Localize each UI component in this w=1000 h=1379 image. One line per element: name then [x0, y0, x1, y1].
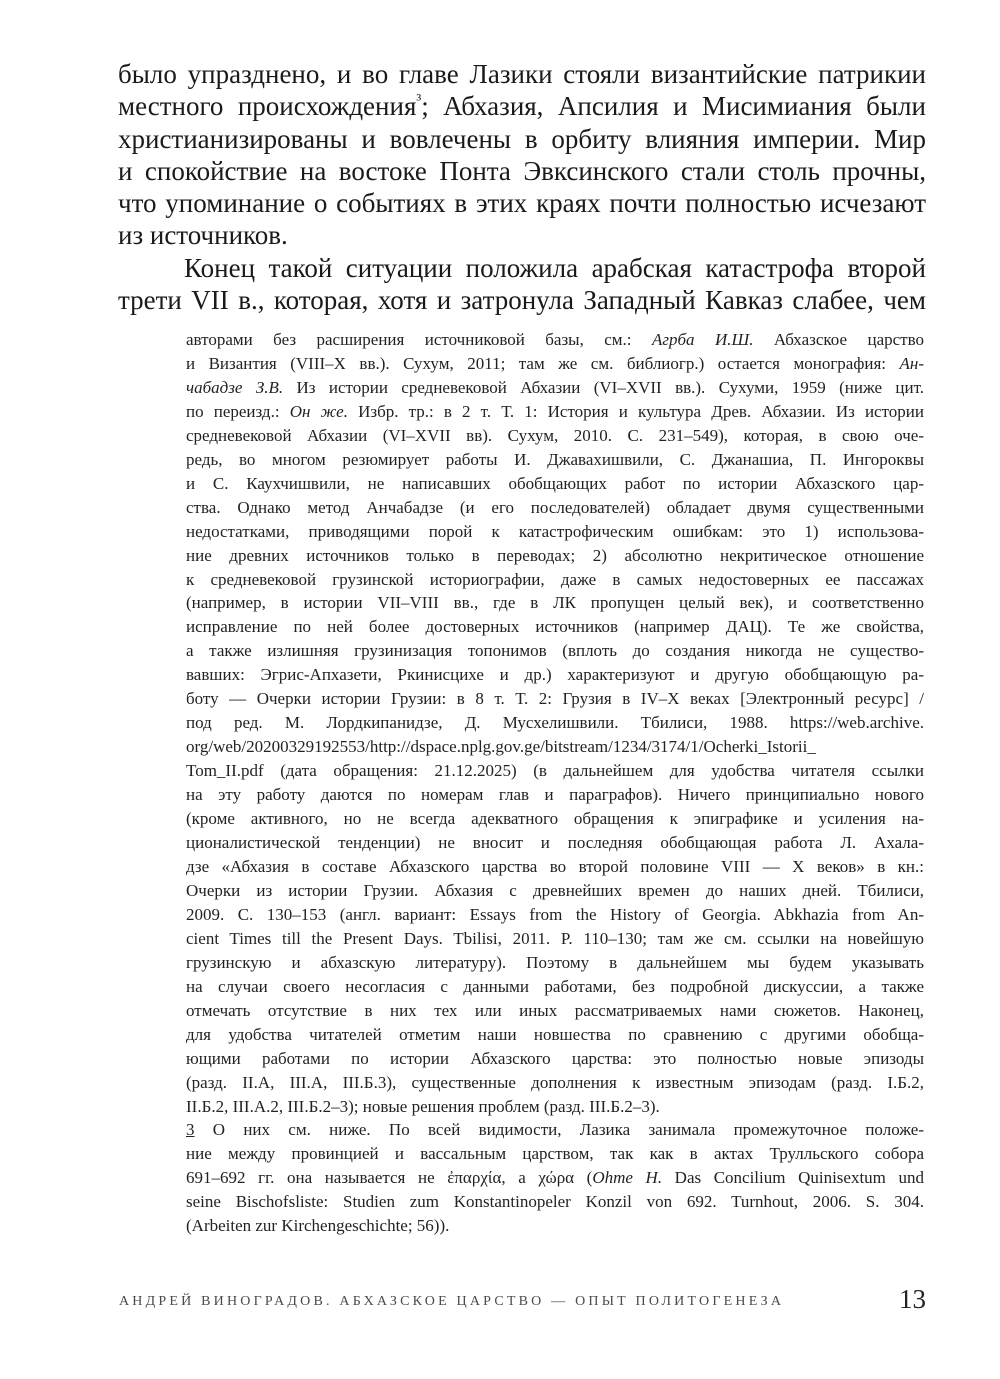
fn-line-30: для удобства читателей отметим наши новшества по сравнению с другими обобща-: [186, 1024, 924, 1044]
fn-line-34: [186, 1118, 924, 1142]
fn-on-zhe: Он же.: [289, 401, 348, 421]
main-line-8: трети VII в., которая, хотя и затронула Западный Кавказ слабее, чем: [118, 285, 926, 316]
fn-line-2a: и Византия (VIII–X вв.). Сухум, 2011; там же см. библиогр.) остается монография:: [186, 353, 900, 373]
fn-line-13: исправление по ней более достоверных источников (например ДАЦ). Те же свойства,: [186, 617, 924, 637]
fn-line-24: Очерки из истории Грузии. Абхазия с древнейших времен до наших дней. Тбилиси,: [186, 880, 924, 900]
fn-author-ohme: Ohme H.: [592, 1168, 663, 1188]
page-number: 13: [899, 1284, 926, 1314]
fn-line-25: 2009. С. 130–153 (англ. вариант: Essays from the History of Georgia. Abkhazia from An-: [186, 904, 924, 924]
main-text: [118, 58, 926, 316]
fn-line-36: [186, 1166, 924, 1190]
main-line-6: из источников.: [118, 220, 288, 251]
fn-line-7: и С. Каухчишвили, не написавших обобщающих работ по истории Абхазского цар-: [186, 473, 924, 493]
fn-line-38: (Arbeiten zur Kirchengeschichte; 56)).: [186, 1216, 450, 1236]
fn-line-34a: О них см. ниже. По всей видимости, Лазика занимала промежуточное положе-: [194, 1120, 924, 1140]
fn-line-4b: Избр. тр.: в 2 т. Т. 1: История и культура Древ. Абхазии. Из истории: [347, 401, 924, 421]
fn-line-33: II.Б.2, III.А.2, III.Б.2–3); новые решения проблем (разд. III.Б.2–3).: [186, 1096, 660, 1116]
main-line-2: [118, 90, 926, 122]
fn-line-28: на случаи своего несогласия с данными работами, без подробной дискуссии, а также: [186, 976, 924, 996]
fn-line-4a: по переизд.:: [186, 401, 290, 421]
fn-line-3: [186, 376, 924, 400]
fn-line-14: а также излишняя грузинизация топонимов (вплоть до создания никогда не существо-: [186, 641, 924, 661]
fn-author-anchabadze-b: чабадзе З.В.: [186, 377, 284, 397]
fn-line-23: дзе «Абхазия в составе Абхазского царства во второй половине VIII — X веков» в кн.:: [186, 856, 924, 876]
fn-line-26: cient Times till the Present Days. Tbilisi, 2011. P. 110–130; там же см. ссылки на новейшую: [186, 928, 924, 948]
fn-line-17[interactable]: под ред. М. Лордкипанидзе, Д. Мусхелишвили. Тбилиси, 1988. https://web.archive.: [186, 713, 924, 733]
fn-line-20: на эту работу даются по номерам глав и параграфов). Ничего принципиально нового: [186, 785, 924, 805]
fn-line-6: редь, во многом резюмирует работы И. Джавахишвили, С. Джанашиа, П. Ингороквы: [186, 449, 924, 469]
footnotes: [186, 328, 924, 1238]
fn-line-12: (например, в истории VII–VIII вв., где в ЛК пропущен целый век), и соответственно: [186, 593, 924, 613]
fn-line-16: боту — Очерки истории Грузии: в 8 т. Т. 2: Грузия в IV–X веках [Электронный ресурс] /: [186, 689, 924, 709]
running-title: АНДРЕЙ ВИНОГРАДОВ. АБХАЗСКОЕ ЦАРСТВО — ОПЫТ ПОЛИТОГЕНЕЗА: [119, 1294, 785, 1309]
fn-line-10: ние древних источников только в переводах; 2) абсолютно некритическое отношение: [186, 545, 924, 565]
main-line-1: было упразднено, и во главе Лазики стояли византийские патрикии: [118, 59, 926, 89]
fn-line-2: [186, 352, 924, 376]
fn-line-37: seine Bischofsliste: Studien zum Konstantinopeler Konzil von 692. Turnhout, 2006. S. 304.: [186, 1192, 924, 1212]
fn-line-8: ства. Однако метод Анчабадзе (и его последователей) обладает двумя существенными: [186, 497, 924, 517]
main-line-7: Конец такой ситуации положила арабская катастрофа второй: [184, 252, 926, 283]
fn-line-4: [186, 400, 924, 424]
fn-line-15: вавших: Эгрис-Апхазети, Ркинисцихе и др.) характеризуют и другую обобщающую ра-: [186, 665, 924, 685]
footnote-mark-3[interactable]: 3: [186, 1120, 195, 1140]
fn-line-18[interactable]: org/web/20200329192553/http://dspace.nplg.gov.ge/bitstream/1234/3174/1/Ocherki_Istorii_: [186, 737, 816, 757]
fn-line-36a: 691–692 гг. она называется не ἐπαρχία, а χώρα (: [186, 1168, 593, 1188]
fn-line-1a: авторами без расширения источниковой базы, см.:: [186, 330, 652, 349]
fn-author-anchabadze-a: Ан-: [899, 353, 924, 373]
fn-line-31: ющими работами по истории Абхазского царства: это полностью новые эпизоды: [186, 1048, 924, 1068]
fn-line-36b: Das Concilium Quinisextum und: [662, 1168, 924, 1188]
main-line-5: что упоминание о событиях в этих краях почти полностью исчезают: [118, 188, 926, 219]
fn-line-21: (кроме активного, но не всегда адекватного обращения к эпиграфике и усиления на-: [186, 809, 924, 829]
main-line-3: христианизированы и вовлечены в орбиту влияния империи. Мир: [118, 123, 926, 154]
fn-line-1b: Абхазское царство: [753, 330, 924, 349]
main-line-2b: ; Абхазия, Апсилия и Мисимиания были: [421, 91, 926, 122]
footnote-ref-3[interactable]: ³: [416, 91, 422, 110]
fn-line-11: к средневековой грузинской историографии, даже в самых недостоверных ее пассажах: [186, 569, 924, 589]
fn-line-27: грузинскую и абхазскую литературу). Поэтому в дальнейшем мы будем указывать: [186, 952, 924, 972]
fn-author-agrba: Агрба И.Ш.: [651, 330, 754, 349]
fn-line-32: (разд. II.А, III.А, III.Б.3), существенные дополнения к известным эпизодам (разд. I.Б.2,: [186, 1072, 924, 1092]
fn-line-29: отмечать отсутствие в них тех или иных рассматриваемых нами сюжетов. Наконец,: [186, 1000, 924, 1020]
fn-line-9: недостатками, приводящими порой к катастрофическим ошибкам: это 1) использова-: [186, 521, 924, 541]
fn-line-5: средневековой Абхазии (VI–XVII вв). Сухум, 2010. С. 231–549), которая, в свою оче-: [186, 425, 924, 445]
fn-line-35: ние между провинцией и вассальным царством, так как в актах Трулльского собора: [186, 1144, 924, 1164]
fn-line-1: [186, 328, 924, 352]
fn-line-19: Tom_II.pdf (дата обращения: 21.12.2025) (в дальнейшем для удобства читателя ссылки: [186, 761, 924, 781]
fn-line-22: ционалистической тенденции) не вносит и последняя обобщающая работа Л. Ахала-: [186, 833, 924, 853]
main-line-4: и спокойствие на востоке Понта Эвксинского стали столь прочны,: [118, 155, 926, 186]
fn-line-3a: Из истории средневековой Абхазии (VI–XVII вв.). Сухуми, 1959 (ниже цит.: [283, 377, 924, 397]
main-line-2a: местного происхождения: [118, 91, 417, 122]
